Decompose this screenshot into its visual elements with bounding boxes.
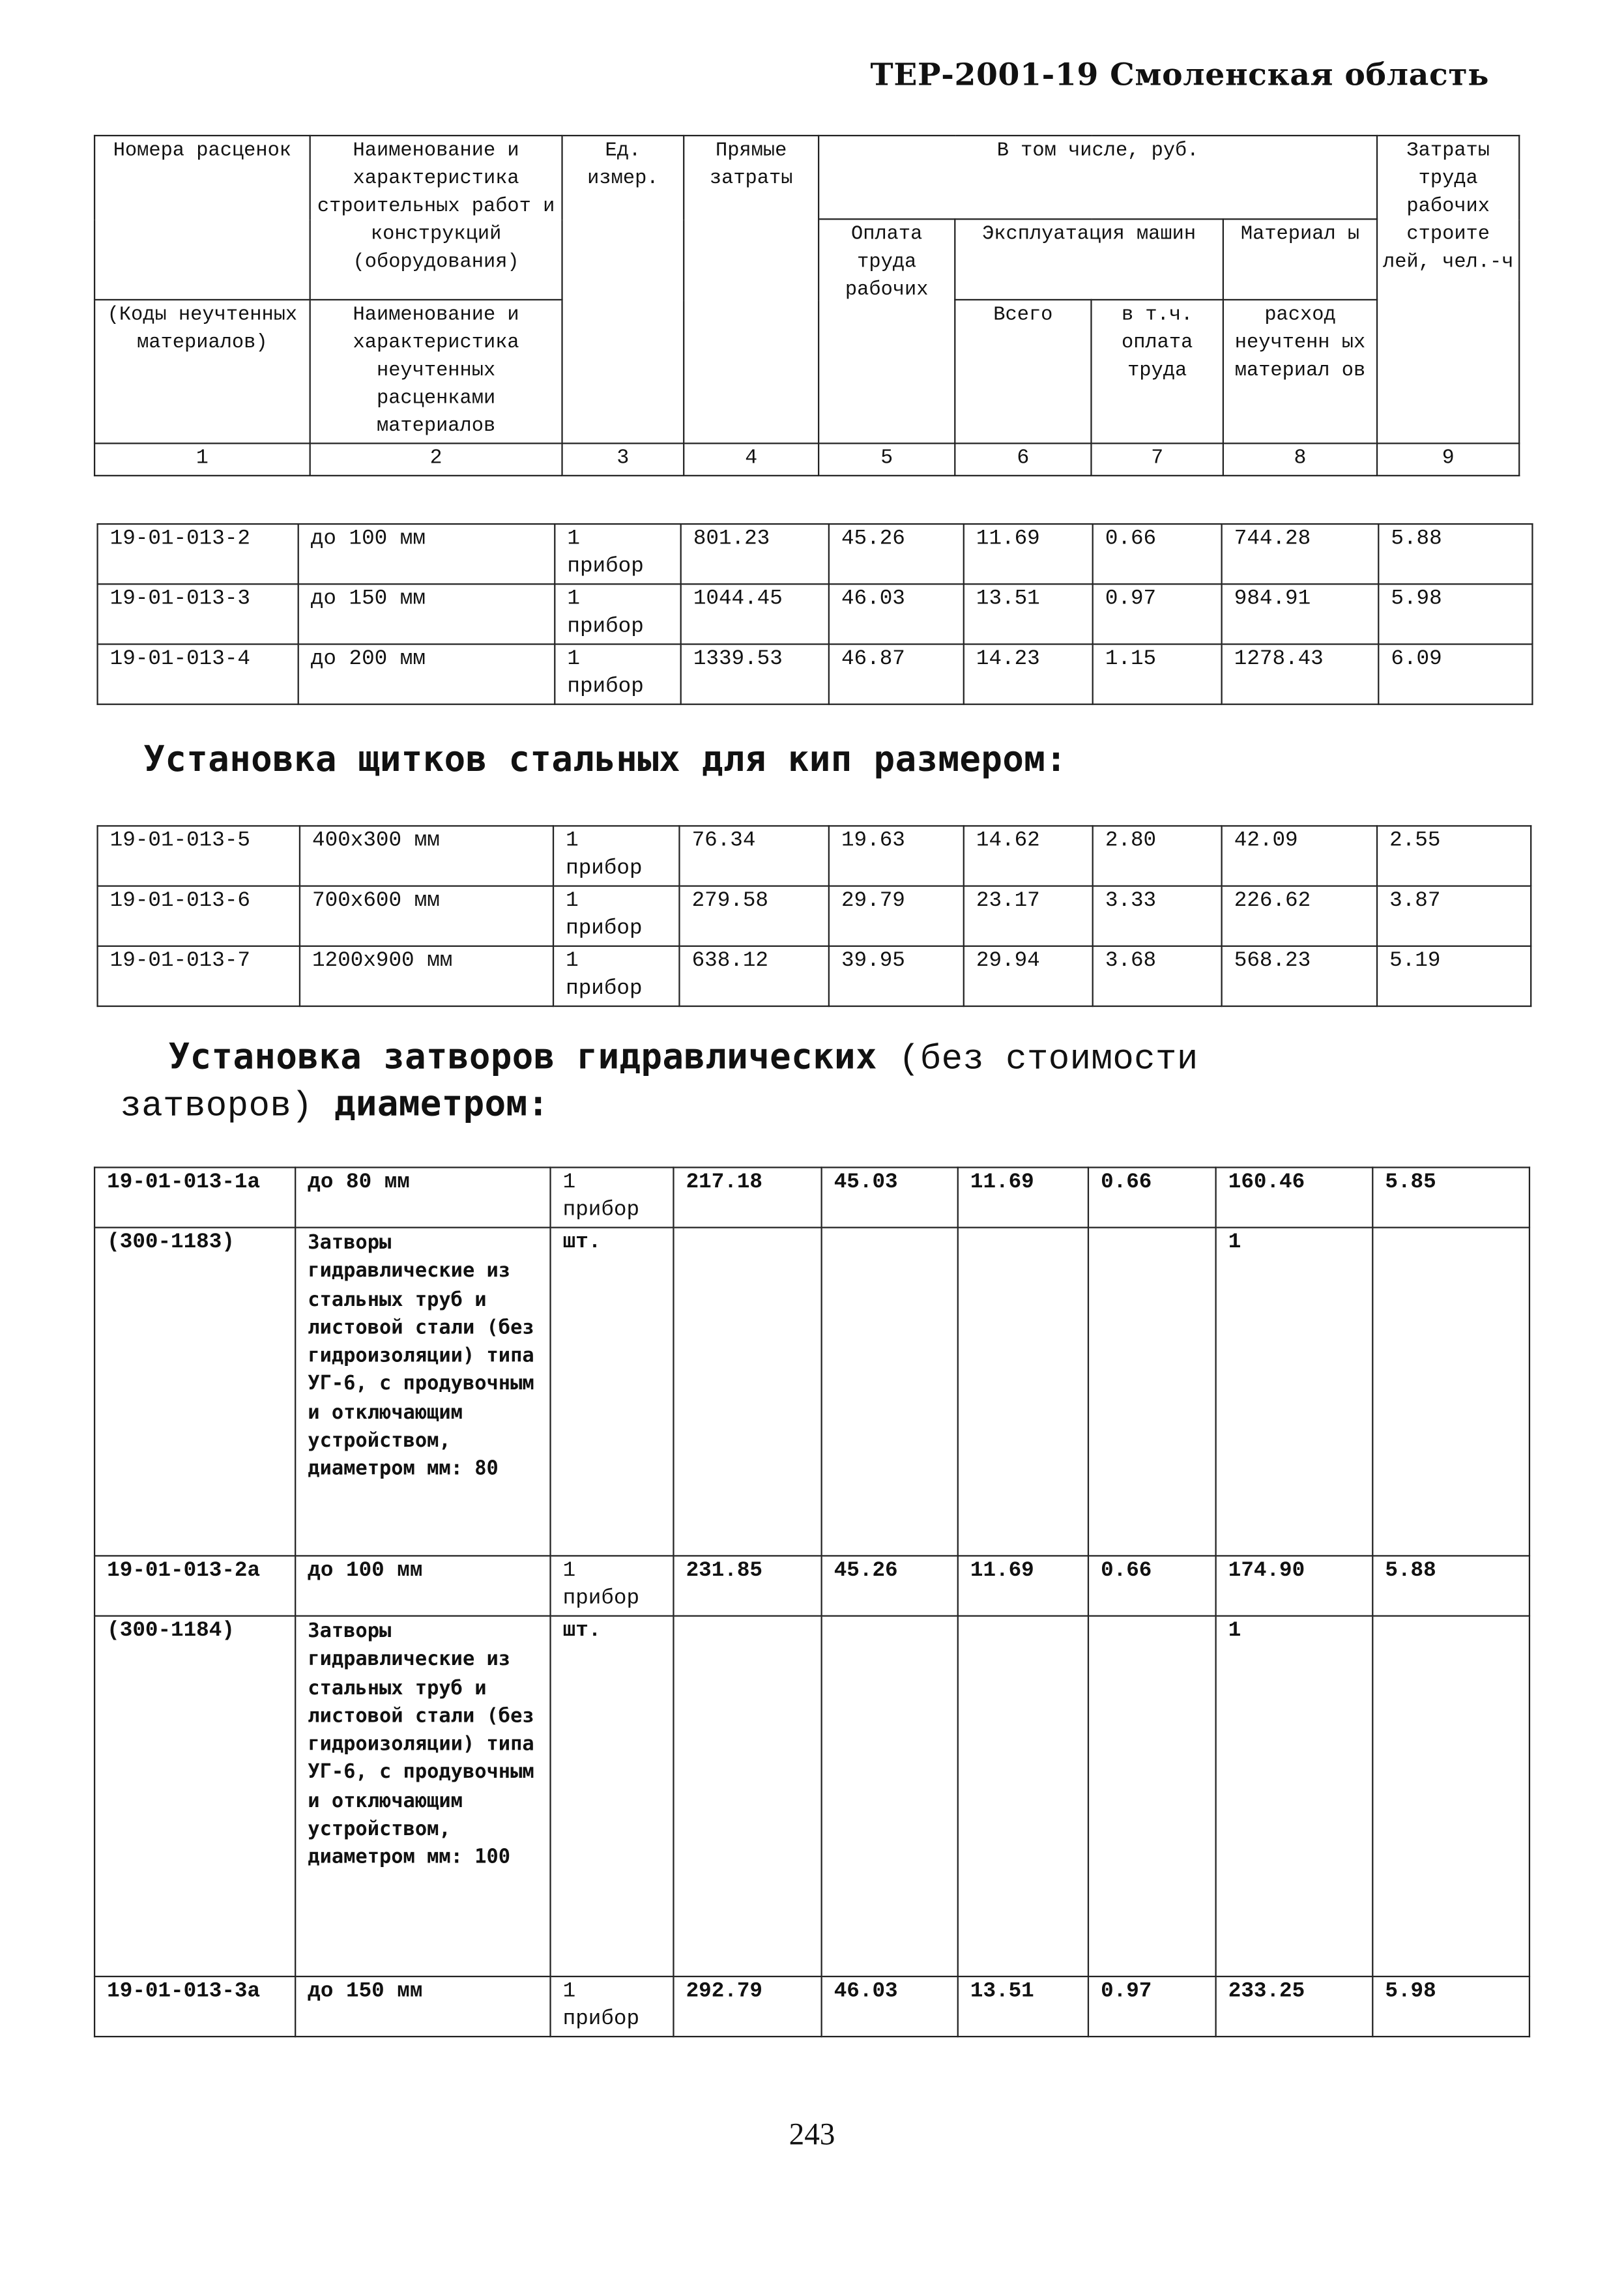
materials: 174.90 — [1216, 1556, 1373, 1616]
materials: 160.46 — [1216, 1167, 1373, 1227]
table-row — [94, 1228, 1530, 1556]
section-title-normal: (без стоимости — [898, 1040, 1198, 1080]
work-name: 400x300 мм — [300, 826, 553, 886]
rate-code: 19-01-013-3а — [94, 1977, 295, 2036]
labor-pay — [822, 1616, 958, 1977]
machines-labor: 0.66 — [1088, 1556, 1216, 1616]
work-name: до 100 мм — [298, 524, 555, 584]
work-name: до 150 мм — [298, 584, 555, 644]
rate-code: 19-01-013-7 — [98, 946, 300, 1006]
machines-labor: 3.68 — [1093, 946, 1222, 1006]
labor-pay — [822, 1228, 958, 1556]
section-title-line-2 — [120, 1083, 549, 1127]
column-number: 3 — [562, 443, 684, 475]
labor-pay: 46.03 — [829, 584, 964, 644]
table-row — [98, 826, 1531, 886]
rates-table-1 — [96, 523, 1533, 705]
column-number: 7 — [1091, 443, 1223, 475]
column-number: 9 — [1377, 443, 1519, 475]
materials: 984.91 — [1222, 584, 1379, 644]
labor-hours: 6.09 — [1378, 644, 1532, 704]
labor-pay: 29.79 — [829, 886, 964, 946]
section-title-normal: затворов) — [120, 1087, 313, 1127]
machines-labor — [1088, 1616, 1216, 1977]
labor-pay: 46.03 — [822, 1977, 958, 2036]
column-number: 8 — [1223, 443, 1377, 475]
machines-labor: 0.66 — [1088, 1167, 1216, 1227]
unit: 1 прибор — [555, 584, 680, 644]
unit: 1 прибор — [551, 1167, 674, 1227]
labor-pay: 45.26 — [829, 524, 964, 584]
running-header: ТЕР-2001-19 Смоленская область — [870, 55, 1490, 93]
labor-hours: 5.85 — [1372, 1167, 1530, 1227]
unit: 1 прибор — [555, 524, 680, 584]
machines-total: 13.51 — [964, 584, 1093, 644]
unit: 1 прибор — [551, 1556, 674, 1616]
direct-cost: 76.34 — [679, 826, 828, 886]
col8-sub-header: расход неучтенн ых материал ов — [1223, 300, 1377, 443]
machines-labor: 3.33 — [1093, 886, 1222, 946]
work-name: до 150 мм — [295, 1977, 550, 2036]
group-header: В том числе, руб. — [819, 136, 1377, 219]
material-consumption: 1 — [1216, 1228, 1373, 1556]
materials: 42.09 — [1222, 826, 1377, 886]
direct-cost: 217.18 — [673, 1167, 821, 1227]
col2-header: Наименование и характеристика строительных работ и конструкций (оборудования) — [310, 136, 562, 300]
table-row — [98, 946, 1531, 1006]
machines-total: 11.69 — [958, 1167, 1088, 1227]
machines-labor: 1.15 — [1093, 644, 1222, 704]
material-consumption: 1 — [1216, 1616, 1373, 1977]
unit: 1 прибор — [553, 946, 679, 1006]
machines-labor — [1088, 1228, 1216, 1556]
column-number: 4 — [684, 443, 819, 475]
rate-code: 19-01-013-2 — [98, 524, 298, 584]
unit: 1 прибор — [555, 644, 680, 704]
col3-header: Ед. измер. — [562, 136, 684, 443]
work-name: 1200x900 мм — [300, 946, 553, 1006]
direct-cost: 1044.45 — [681, 584, 829, 644]
table-row — [94, 1167, 1530, 1227]
machines-total: 14.23 — [964, 644, 1093, 704]
column-header-table — [94, 135, 1520, 476]
work-name: до 100 мм — [295, 1556, 550, 1616]
machines-header: Эксплуатация машин — [955, 219, 1223, 300]
unit: шт. — [551, 1616, 674, 1977]
material-name: Затворы гидравлические из стальных труб и листовой стали (без гидроизоляции) типа УГ-6, с продувочным и отключающим устройством, диаметром мм: 80 — [295, 1228, 550, 1556]
labor-hours — [1372, 1616, 1530, 1977]
machines-labor: 0.97 — [1093, 584, 1222, 644]
material-name: Затворы гидравлические из стальных труб и листовой стали (без гидроизоляции) типа УГ-6, с продувочным и отключающим устройством, диаметром мм: 100 — [295, 1616, 550, 1977]
machines-total — [958, 1228, 1088, 1556]
column-number: 1 — [94, 443, 310, 475]
direct-cost: 638.12 — [679, 946, 828, 1006]
work-name: 700x600 мм — [300, 886, 553, 946]
direct-cost: 292.79 — [673, 1977, 821, 2036]
labor-hours: 2.55 — [1377, 826, 1531, 886]
rate-code: 19-01-013-2а — [94, 1556, 295, 1616]
col1-sub-header: (Коды неучтенных материалов) — [94, 300, 310, 443]
machines-total: 13.51 — [958, 1977, 1088, 2036]
labor-hours: 5.98 — [1372, 1977, 1530, 2036]
rate-code: 19-01-013-1а — [94, 1167, 295, 1227]
table-row — [98, 886, 1531, 946]
col1-header: Номера расценок — [94, 136, 310, 300]
labor-hours: 5.88 — [1378, 524, 1532, 584]
direct-cost: 279.58 — [679, 886, 828, 946]
column-number: 5 — [819, 443, 955, 475]
materials: 744.28 — [1222, 524, 1379, 584]
labor-pay: 19.63 — [829, 826, 964, 886]
col2-sub-header: Наименование и характеристика неучтенных расценками материалов — [310, 300, 562, 443]
section-title: Установка щитков стальных для кип размером: — [143, 738, 1067, 780]
rate-code: 19-01-013-5 — [98, 826, 300, 886]
table-row — [98, 644, 1533, 704]
table-row — [94, 1556, 1530, 1616]
materials: 568.23 — [1222, 946, 1377, 1006]
machines-total — [958, 1616, 1088, 1977]
col5-header: Оплата труда рабочих — [819, 219, 955, 443]
direct-cost: 1339.53 — [681, 644, 829, 704]
direct-cost — [673, 1616, 821, 1977]
labor-pay: 39.95 — [829, 946, 964, 1006]
labor-hours: 5.19 — [1377, 946, 1531, 1006]
section-title-bold: Установка затворов гидравлических — [168, 1036, 877, 1078]
material-code: (300-1184) — [94, 1616, 295, 1977]
materials: 233.25 — [1216, 1977, 1373, 2036]
rate-code: 19-01-013-6 — [98, 886, 300, 946]
work-name: до 200 мм — [298, 644, 555, 704]
column-number: 2 — [310, 443, 562, 475]
page-number: 243 — [789, 2116, 835, 2152]
machines-labor: 0.66 — [1093, 524, 1222, 584]
section-title-bold: диаметром: — [334, 1083, 549, 1125]
direct-cost — [673, 1228, 821, 1556]
machines-total: 11.69 — [958, 1556, 1088, 1616]
direct-cost: 801.23 — [681, 524, 829, 584]
materials: 1278.43 — [1222, 644, 1379, 704]
rates-table-3 — [94, 1167, 1530, 2037]
machines-total: 14.62 — [964, 826, 1093, 886]
col6-header: Всего — [955, 300, 1091, 443]
table-row — [98, 584, 1533, 644]
machines-total: 11.69 — [964, 524, 1093, 584]
rate-code: 19-01-013-3 — [98, 584, 298, 644]
section-title-line-1 — [169, 1036, 1198, 1080]
labor-pay: 45.26 — [822, 1556, 958, 1616]
unit: 1 прибор — [553, 826, 679, 886]
col4-header: Прямые затраты — [684, 136, 819, 443]
unit: шт. — [551, 1228, 674, 1556]
rates-table-2 — [96, 825, 1531, 1007]
table-row — [98, 524, 1533, 584]
machines-total: 23.17 — [964, 886, 1093, 946]
work-name: до 80 мм — [295, 1167, 550, 1227]
col8-header: Материал ы — [1223, 219, 1377, 300]
labor-pay: 46.87 — [829, 644, 964, 704]
unit: 1 прибор — [551, 1977, 674, 2036]
material-code: (300-1183) — [94, 1228, 295, 1556]
labor-hours — [1372, 1228, 1530, 1556]
labor-hours: 3.87 — [1377, 886, 1531, 946]
machines-labor: 0.97 — [1088, 1977, 1216, 2036]
column-number: 6 — [955, 443, 1091, 475]
machines-labor: 2.80 — [1093, 826, 1222, 886]
direct-cost: 231.85 — [673, 1556, 821, 1616]
rate-code: 19-01-013-4 — [98, 644, 298, 704]
labor-hours: 5.98 — [1378, 584, 1532, 644]
machines-total: 29.94 — [964, 946, 1093, 1006]
table-row — [94, 1616, 1530, 1977]
materials: 226.62 — [1222, 886, 1377, 946]
unit: 1 прибор — [553, 886, 679, 946]
labor-hours: 5.88 — [1372, 1556, 1530, 1616]
col9-header: Затраты труда рабочих строите лей, чел.-ч — [1377, 136, 1519, 443]
labor-pay: 45.03 — [822, 1167, 958, 1227]
table-row — [94, 1977, 1530, 2036]
col7-header: в т.ч. оплата труда — [1091, 300, 1223, 443]
